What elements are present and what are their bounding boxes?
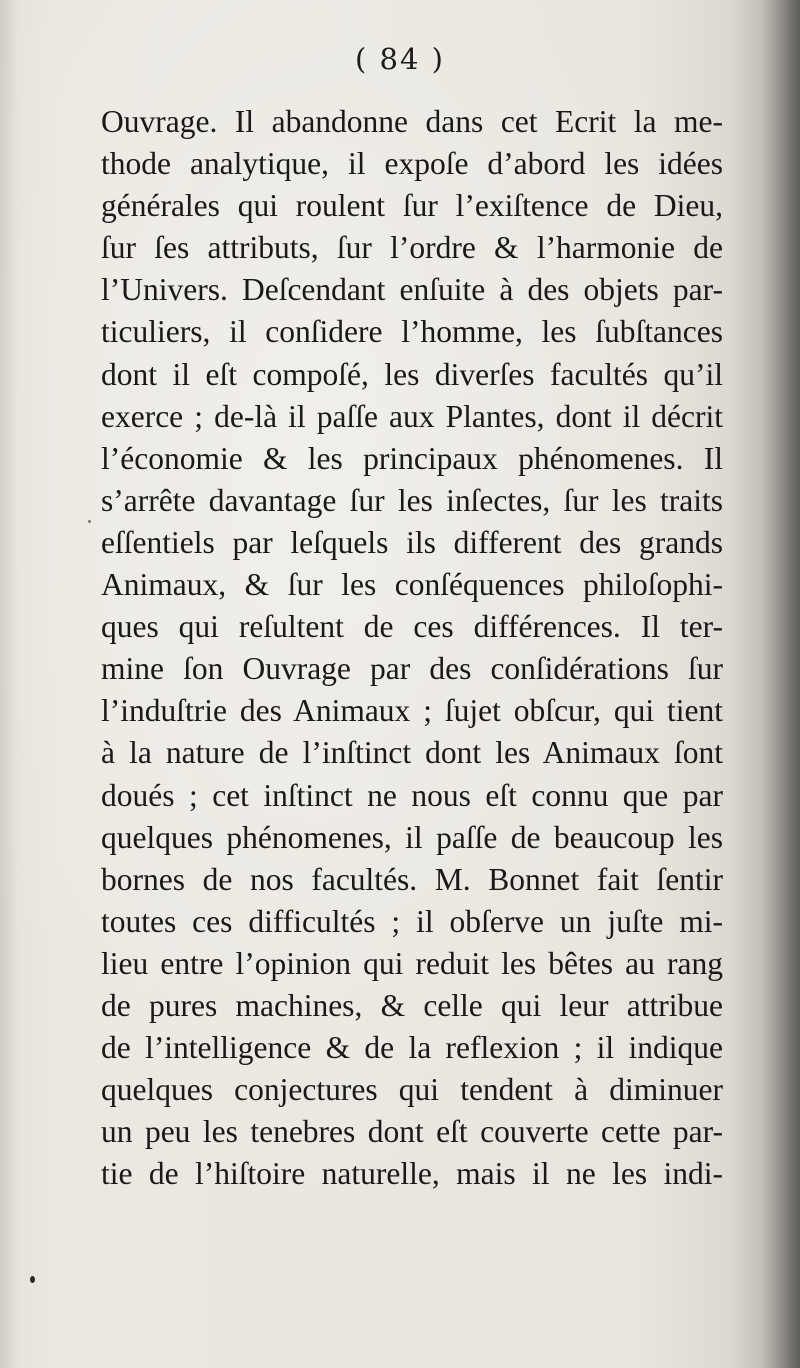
text-line-8: exerce ; de-là il paſſe aux Plantes, dont il décrit bbox=[101, 398, 723, 434]
text-line-9: l’économie & les principaux phénomenes. Il bbox=[101, 440, 723, 476]
text-line-5: l’Univers. Deſcendant enſuite à des objets par- bbox=[101, 272, 723, 308]
text-line-7: dont il eſt compoſé, les diverſes facultés qu’il bbox=[101, 356, 723, 392]
text-line-26: tie de l’hiſtoire naturelle, mais il ne les indi- bbox=[101, 1156, 723, 1192]
text-line-14: mine ſon Ouvrage par des conſidérations ſur bbox=[101, 651, 723, 687]
text-line-12: Animaux, & ſur les conſéquences philoſophi- bbox=[101, 567, 723, 603]
text-line-1: Ouvrage. Il abandonne dans cet Ecrit la me- bbox=[101, 104, 723, 139]
page-number: ( 84 ) bbox=[355, 42, 445, 76]
text-line-21: lieu entre l’opinion qui reduit les bêtes au rang bbox=[101, 945, 723, 981]
ink-speck bbox=[30, 1276, 35, 1283]
text-line-24: quelques conjectures qui tendent à diminuer bbox=[101, 1072, 723, 1108]
text-line-3: générales qui roulent ſur l’exiſtence de Dieu, bbox=[101, 188, 723, 224]
text-line-4: ſur ſes attributs, ſur l’ordre & l’harmonie de bbox=[101, 230, 723, 266]
text-line-13: ques qui reſultent de ces différences. Il ter- bbox=[101, 609, 723, 645]
text-line-23: de l’intelligence & de la reflexion ; il indique bbox=[101, 1030, 723, 1066]
text-line-18: quelques phénomenes, il paſſe de beaucoup les bbox=[101, 819, 723, 855]
text-line-2: thode analytique, il expoſe d’abord les idées bbox=[101, 146, 723, 182]
text-line-10: s’arrête davantage ſur les inſectes, ſur les traits bbox=[101, 482, 723, 518]
text-line-20: toutes ces difficultés ; il obſerve un juſte mi- bbox=[101, 903, 723, 939]
text-line-11: eſſentiels par leſquels ils different des grands bbox=[101, 524, 723, 560]
text-line-16: à la nature de l’inſtinct dont les Animaux ſont bbox=[101, 735, 723, 771]
ink-speck bbox=[88, 520, 91, 523]
text-line-6: ticuliers, il conſidere l’homme, les ſubſtances bbox=[101, 314, 723, 350]
text-line-22: de pures machines, & celle qui leur attribue bbox=[101, 987, 723, 1023]
text-line-15: l’induſtrie des Animaux ; ſujet obſcur, qui tient bbox=[101, 693, 723, 729]
binding-shadow bbox=[760, 0, 800, 1368]
text-line-19: bornes de nos facultés. M. Bonnet fait ſentir bbox=[101, 861, 723, 897]
text-line-25: un peu les tenebres dont eſt couverte cette par- bbox=[101, 1114, 723, 1150]
body-text bbox=[101, 101, 723, 1195]
text-line-17: doués ; cet inſtinct ne nous eſt connu que par bbox=[101, 777, 723, 813]
